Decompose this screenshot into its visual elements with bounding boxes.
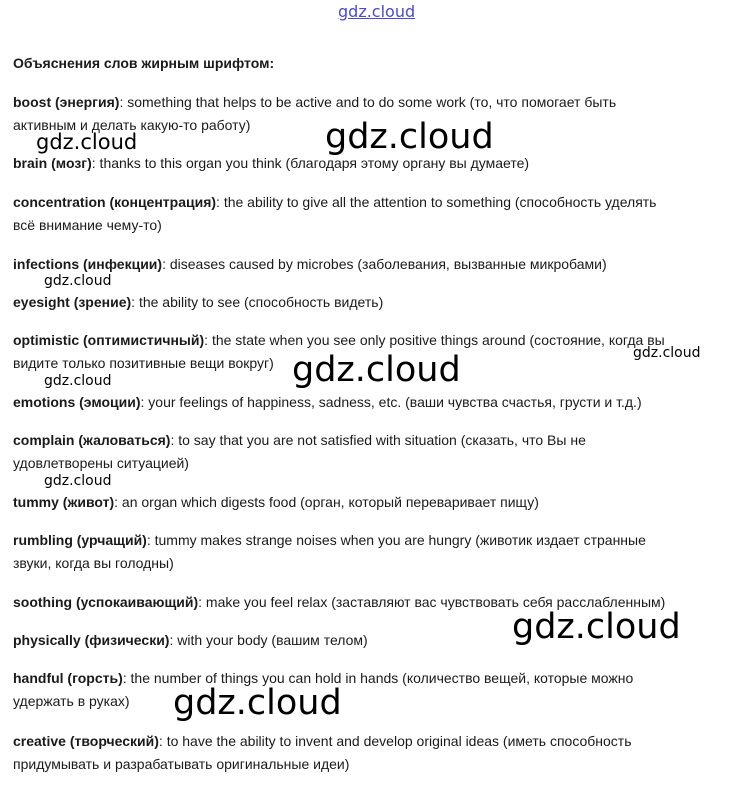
glossary-entry-infections bbox=[13, 253, 733, 276]
definition: : your feelings of happiness, sadness, etc. (ваши чувства счастья, грусти и т.д.) bbox=[140, 394, 642, 410]
term: concentration (концентрация) bbox=[13, 194, 217, 210]
watermark-text: gdz.cloud bbox=[44, 273, 112, 289]
term: creative (творческий) bbox=[13, 733, 159, 749]
definition-cont: видите только позитивные вещи вокруг) bbox=[13, 355, 274, 371]
term: boost (энергия) bbox=[13, 94, 120, 110]
definition-cont: удержать в руках) bbox=[13, 693, 130, 709]
glossary-entry-eyesight bbox=[13, 291, 733, 314]
definition: : the ability to give all the attention to something (способность уделять bbox=[216, 194, 657, 210]
definition: : to have the ability to invent and develop original ideas (иметь способность bbox=[158, 733, 632, 749]
term: complain (жаловаться) bbox=[13, 432, 171, 448]
definition: : to say that you are not satisfied with situation (сказать, что Вы не bbox=[170, 432, 586, 448]
term: physically (физически) bbox=[13, 632, 170, 648]
term: eyesight (зрение) bbox=[13, 294, 132, 310]
watermark-text: gdz.cloud bbox=[173, 683, 342, 723]
glossary-entry-handful bbox=[13, 667, 733, 713]
term: rumbling (урчащий) bbox=[13, 532, 147, 548]
definition-cont: всё внимание чему-то) bbox=[13, 217, 162, 233]
term: brain (мозг) bbox=[13, 155, 92, 171]
glossary-entry-emotions bbox=[13, 391, 733, 414]
glossary-entry-creative bbox=[13, 730, 733, 776]
top-watermark: gdz.cloud bbox=[338, 2, 416, 21]
watermark-text: gdz.cloud bbox=[36, 130, 138, 154]
term: optimistic (оптимистичный) bbox=[13, 332, 205, 348]
term: soothing (успокаивающий) bbox=[13, 594, 199, 610]
definition: : something that helps to be active and to do some work (то, что помогает быть bbox=[119, 94, 617, 110]
glossary-entry-concentration bbox=[13, 191, 733, 237]
term: emotions (эмоции) bbox=[13, 394, 141, 410]
term: handful (горсть) bbox=[13, 670, 123, 686]
definition: : make you feel relax (заставляют вас чувствовать себя расслабленным) bbox=[198, 594, 666, 610]
definition-cont: звуки, когда вы голодны) bbox=[13, 555, 174, 571]
definition-cont: удовлетворены ситуацией) bbox=[13, 455, 189, 471]
glossary-entry-complain bbox=[13, 429, 733, 475]
term: tummy (живот) bbox=[13, 494, 115, 510]
definition: : tummy makes strange noises when you are hungry (животик издает странные bbox=[146, 532, 646, 548]
watermark-text: gdz.cloud bbox=[44, 373, 112, 389]
definition: : with your body (вашим телом) bbox=[169, 632, 368, 648]
glossary-entry-rumbling bbox=[13, 529, 733, 575]
watermark-text: gdz.cloud bbox=[325, 117, 494, 157]
definition: : the number of things you can hold in hands (количество вещей, которые можно bbox=[122, 670, 634, 686]
definition: : the state when you see only positive things around (состояние, когда вы bbox=[204, 332, 665, 348]
term: infections (инфекции) bbox=[13, 256, 163, 272]
definition: : diseases caused by microbes (заболевания, вызванные микробами) bbox=[162, 256, 607, 272]
definition-cont: активным и делать какую-то работу) bbox=[13, 117, 251, 133]
watermark-text: gdz.cloud bbox=[292, 350, 461, 390]
definition-cont: придумывать и разрабатывать оригинальные идеи) bbox=[13, 756, 350, 772]
watermark-text: gdz.cloud bbox=[512, 607, 681, 647]
watermark-text: gdz.cloud bbox=[44, 473, 112, 489]
watermark-text: gdz.cloud bbox=[633, 345, 701, 361]
glossary-entry-tummy bbox=[13, 491, 733, 514]
page-heading: Объяснения слов жирным шрифтом: bbox=[13, 55, 275, 71]
definition: : an organ which digests food (орган, который переваривает пищу) bbox=[114, 494, 539, 510]
definition: : thanks to this organ you think (благодаря этому органу вы думаете) bbox=[91, 155, 530, 171]
definition: : the ability to see (способность видеть) bbox=[131, 294, 384, 310]
